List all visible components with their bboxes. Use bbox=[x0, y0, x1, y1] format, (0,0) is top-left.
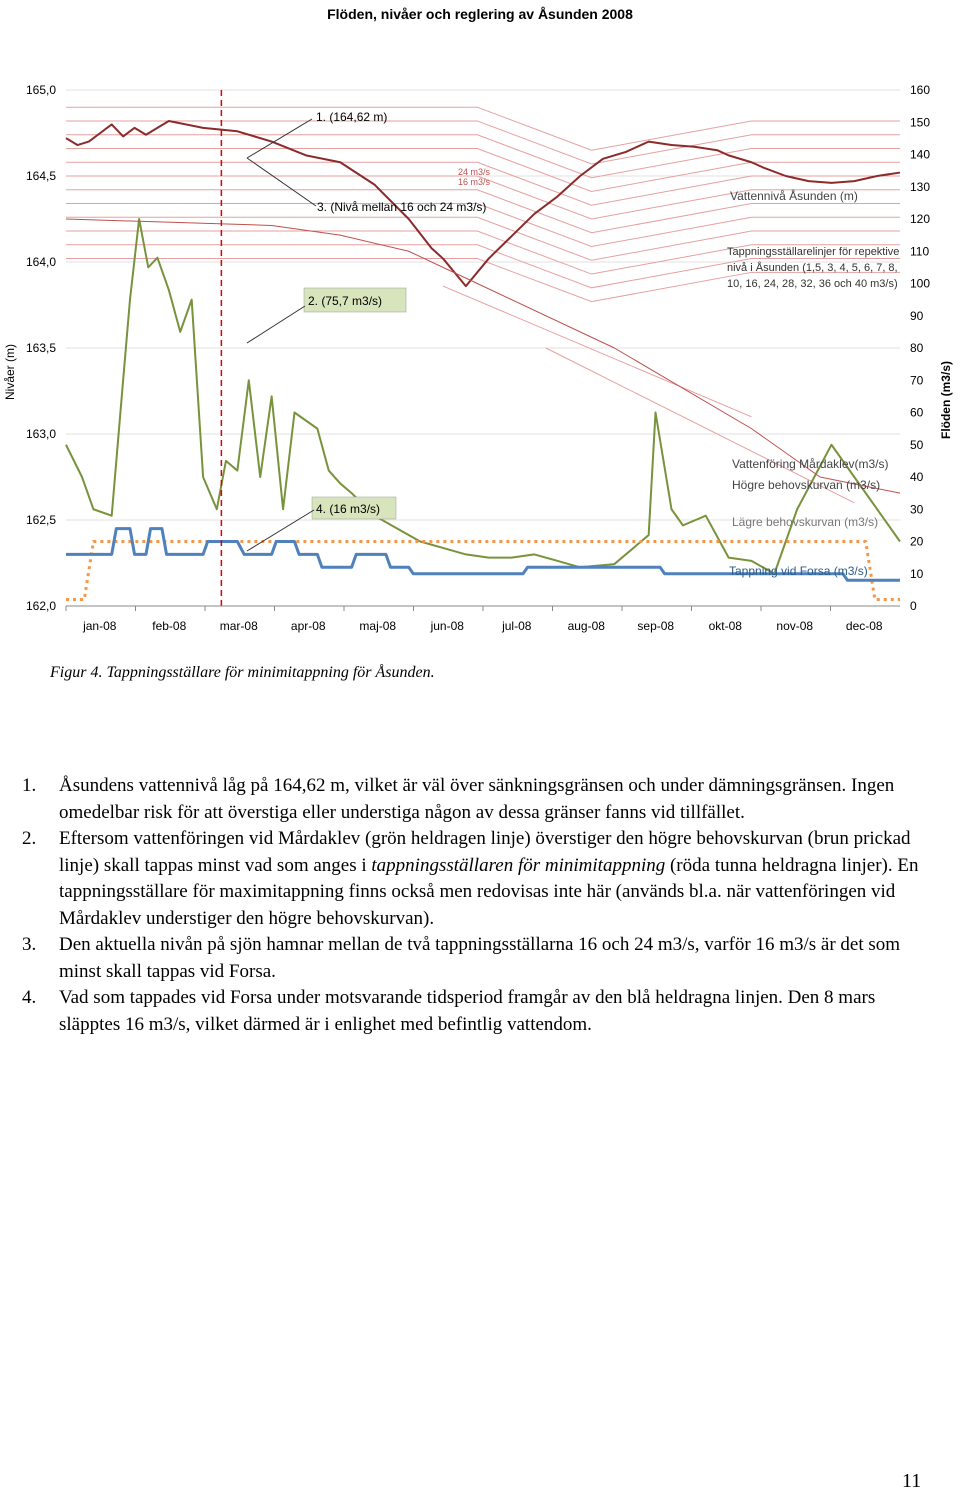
y-left-tick: 164,0 bbox=[25, 255, 56, 269]
legend-high-curve: Högre behovskurvan (m3/s) bbox=[732, 478, 881, 492]
y-right-tick: 70 bbox=[910, 373, 924, 388]
list-text: Åsundens vattennivå låg på 164,62 m, vilket är väl över sänkningsgränsen och under dämningsgränsen. Ingen omedelbar risk för att överstiga eller understiga någon av dessa gränser fanns vid tillfället. bbox=[59, 775, 895, 823]
y-right-tick: 140 bbox=[910, 147, 931, 162]
y-right-tick: 110 bbox=[910, 244, 930, 259]
y-right-tick: 30 bbox=[910, 502, 924, 517]
y-right-tick: 160 bbox=[910, 83, 931, 97]
annotation-3: 3. (Nivå mellan 16 och 24 m3/s) bbox=[317, 200, 487, 214]
y-left-tick: 165,0 bbox=[25, 83, 56, 97]
annotation-16: 16 m3/s bbox=[458, 177, 491, 187]
x-tick: dec-08 bbox=[845, 619, 883, 633]
annotation-1: 1. (164,62 m) bbox=[316, 110, 388, 124]
annotation-2: 2. (75,7 m3/s) bbox=[308, 294, 383, 308]
y-right-tick: 120 bbox=[910, 212, 931, 226]
x-tick: jan-08 bbox=[83, 619, 117, 633]
list-item bbox=[22, 985, 932, 1038]
y-left-label: Nivåer (m) bbox=[3, 344, 17, 400]
chart-axes bbox=[26, 83, 930, 633]
x-tick: sep-08 bbox=[637, 619, 675, 633]
rule-line bbox=[66, 107, 900, 150]
rule-line bbox=[443, 286, 751, 417]
y-left-tick: 162,5 bbox=[25, 513, 56, 527]
y-right-label: Flöden (m3/s) bbox=[939, 360, 953, 440]
list-text-part: (röda tunna heldragna linjer). En tappningsställare för maximitappning finns också men redovisas inte här (används bl.a. när vattenföringen vid Mårdaklev understiger den högre behovskurvan). bbox=[59, 854, 919, 929]
figure-caption: Figur 4. Tappningsställare för minimitappning för Åsunden. bbox=[50, 664, 435, 681]
list-text-part: Eftersom vattenföringen vid Mårdaklev (grön heldragen linje) överstiger den högre behovskurvan (brun prickad linje) skall tappas minst vad som anges i bbox=[59, 828, 911, 876]
y-right-tick: 20 bbox=[910, 534, 924, 549]
chart bbox=[0, 70, 960, 650]
list-text-emphasis: tappningsställaren för minimitappning bbox=[371, 854, 666, 876]
legend-rule-lines-box bbox=[727, 244, 902, 314]
arrow-2 bbox=[247, 306, 305, 343]
arrow-1 bbox=[247, 119, 312, 158]
y-left-tick: 162,0 bbox=[25, 599, 56, 613]
y-right-tick: 130 bbox=[910, 179, 931, 194]
rule-line bbox=[66, 121, 900, 164]
legend-forsa: Tappning vid Forsa (m3/s) bbox=[729, 564, 868, 578]
x-tick: nov-08 bbox=[776, 619, 814, 633]
y-right-tick: 10 bbox=[910, 566, 924, 581]
x-tick: aug-08 bbox=[567, 619, 605, 633]
list-item bbox=[22, 826, 932, 932]
y-left-tick: 163,0 bbox=[25, 427, 56, 441]
y-right-tick: 0 bbox=[910, 599, 917, 613]
arrow-3 bbox=[247, 158, 316, 206]
list-text: Den aktuella nivån på sjön hamnar mellan de två tappningsställarna 16 och 24 m3/s, varför 16 m3/s är det som minst skall tappas vid Forsa. bbox=[59, 934, 901, 982]
x-tick: jun-08 bbox=[430, 619, 464, 633]
y-left-tick: 164,5 bbox=[25, 169, 56, 183]
y-right-tick: 60 bbox=[910, 405, 924, 420]
arrow-4 bbox=[247, 510, 314, 551]
x-tick: apr-08 bbox=[290, 619, 326, 633]
page-header: Flöden, nivåer och reglering av Åsunden 2008 bbox=[327, 6, 633, 22]
legend-low-curve: Lägre behovskurvan (m3/s) bbox=[732, 515, 879, 529]
x-tick: mar-08 bbox=[219, 619, 258, 633]
x-tick: maj-08 bbox=[359, 619, 397, 633]
x-tick: okt-08 bbox=[708, 619, 742, 633]
list-number: 1. bbox=[22, 775, 37, 796]
list-item bbox=[22, 932, 932, 985]
y-right-tick: 100 bbox=[910, 276, 931, 291]
legend-runoff: Vattenföring Mårdaklev(m3/s) bbox=[732, 457, 889, 471]
list-number: 3. bbox=[22, 934, 37, 955]
list-text: Vad som tappades vid Forsa under motsvarande tidsperiod framgår av den blå heldragna linjen. Den 8 mars släpptes 16 m3/s, vilket därmed är i enlighet med befintlig vattendom. bbox=[59, 987, 876, 1035]
annotation-24: 24 m3/s bbox=[458, 167, 491, 177]
y-right-tick: 150 bbox=[910, 115, 931, 130]
y-right-tick: 80 bbox=[910, 341, 924, 355]
y-right-tick: 50 bbox=[910, 437, 924, 452]
y-left-tick: 163,5 bbox=[25, 341, 56, 355]
numbered-list bbox=[22, 773, 932, 1038]
legend-level: Vattennivå Åsunden (m) bbox=[730, 189, 858, 203]
y-right-tick: 90 bbox=[910, 308, 924, 323]
list-number: 4. bbox=[22, 987, 37, 1008]
list-number: 2. bbox=[22, 828, 37, 849]
page-number: 11 bbox=[902, 1470, 922, 1492]
annotation-4: 4. (16 m3/s) bbox=[316, 502, 381, 516]
list-item bbox=[22, 773, 932, 826]
y-right-tick: 40 bbox=[910, 470, 924, 484]
list-text bbox=[59, 826, 932, 932]
legend-rule-lines: Tappningsställarelinjer för repektive nivå i Åsunden (1,5, 3, 4, 5, 6, 7, 8, 10, 16, 24, 28, 32, 36 och 40 m3/s) bbox=[727, 246, 900, 290]
x-tick: feb-08 bbox=[152, 619, 187, 633]
x-tick: jul-08 bbox=[502, 619, 532, 633]
